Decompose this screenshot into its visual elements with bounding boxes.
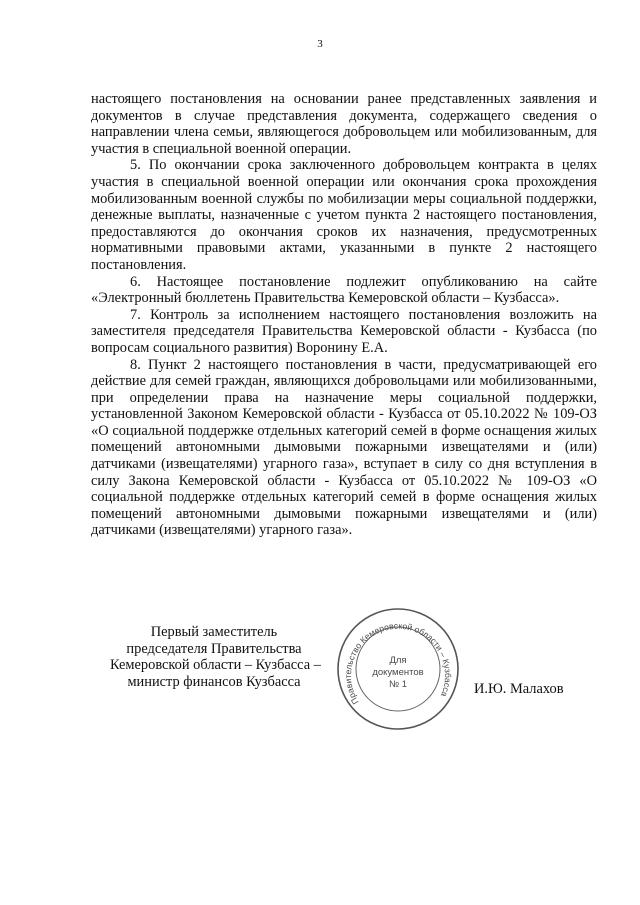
stamp-center-line: № 1 xyxy=(388,679,408,690)
paragraph-item-5: 5. По окончании срока заключенного добровольцем контракта в целях участия в специальной военной операции или окончания срока прохождения мобилизованным военной службы по мобилизации меры социальной поддержки, денежные выплаты, назначенные с учетом пункта 2 настоящего постановления, предоставляются до окончания сроков их назначения, предусмотренных нормативными правовыми актами, указанными в пункте 2 настоящего постановления. xyxy=(91,157,597,273)
stamp-seal xyxy=(335,606,461,732)
stamp-ring-text: Правительство Кемеровской области – Кузбасса xyxy=(342,620,454,707)
signer-title-line: Первый заместитель xyxy=(150,624,278,640)
signer-title-line: Кемеровской области – Кузбасса – xyxy=(110,657,321,674)
paragraph-continuation: настоящего постановления на основании ранее представленных заявления и документов в случае представления документа, содержащего сведения о направлении члена семьи, являющегося добровольцем или мобилизованным, для участия в специальной военной операции. xyxy=(91,91,597,157)
signer-title-line: министр финансов Кузбасса xyxy=(127,673,301,690)
page-number: 3 xyxy=(317,38,323,50)
official-stamp xyxy=(335,606,461,732)
document-body xyxy=(91,91,597,539)
paragraph-item-8: 8. Пункт 2 настоящего постановления в части, предусматривающей его действие для семей граждан, являющихся добровольцами или мобилизованными, при определении права на назначение меры социальной поддержки, установленной Законом Кемеровской области - Кузбасса от 05.10.2022 № 109-ОЗ «О социальной поддержке отдельных категорий семей в форме оснащения жилых помещений автономными дымовыми пожарными извещателями и (или) датчиками (извещателями) угарного газа», вступает в силу со дня вступления в силу Закона Кемеровской области - Кузбасса от 05.10.2022 № 109-ОЗ «О социальной поддержке отдельных категорий семей в форме оснащения жилых помещений автономными дымовыми пожарными извещателями и (или) датчиками (извещателями) угарного газа». xyxy=(91,356,597,539)
stamp-center-line: Для xyxy=(389,655,407,666)
signer-title xyxy=(110,624,321,690)
signer-name: И.Ю. Малахов xyxy=(474,681,564,697)
signer-title-line: председателя Правительства xyxy=(126,640,302,657)
paragraph-item-6: 6. Настоящее постановление подлежит опубликованию на сайте «Электронный бюллетень Правительства Кемеровской области – Кузбасса». xyxy=(91,273,597,307)
stamp-center-line: документов xyxy=(372,667,424,678)
paragraph-item-7: 7. Контроль за исполнением настоящего постановления возложить на заместителя председателя Правительства Кемеровской области - Кузбасса (по вопросам социального развития) Воронину Е.А. xyxy=(91,306,597,356)
